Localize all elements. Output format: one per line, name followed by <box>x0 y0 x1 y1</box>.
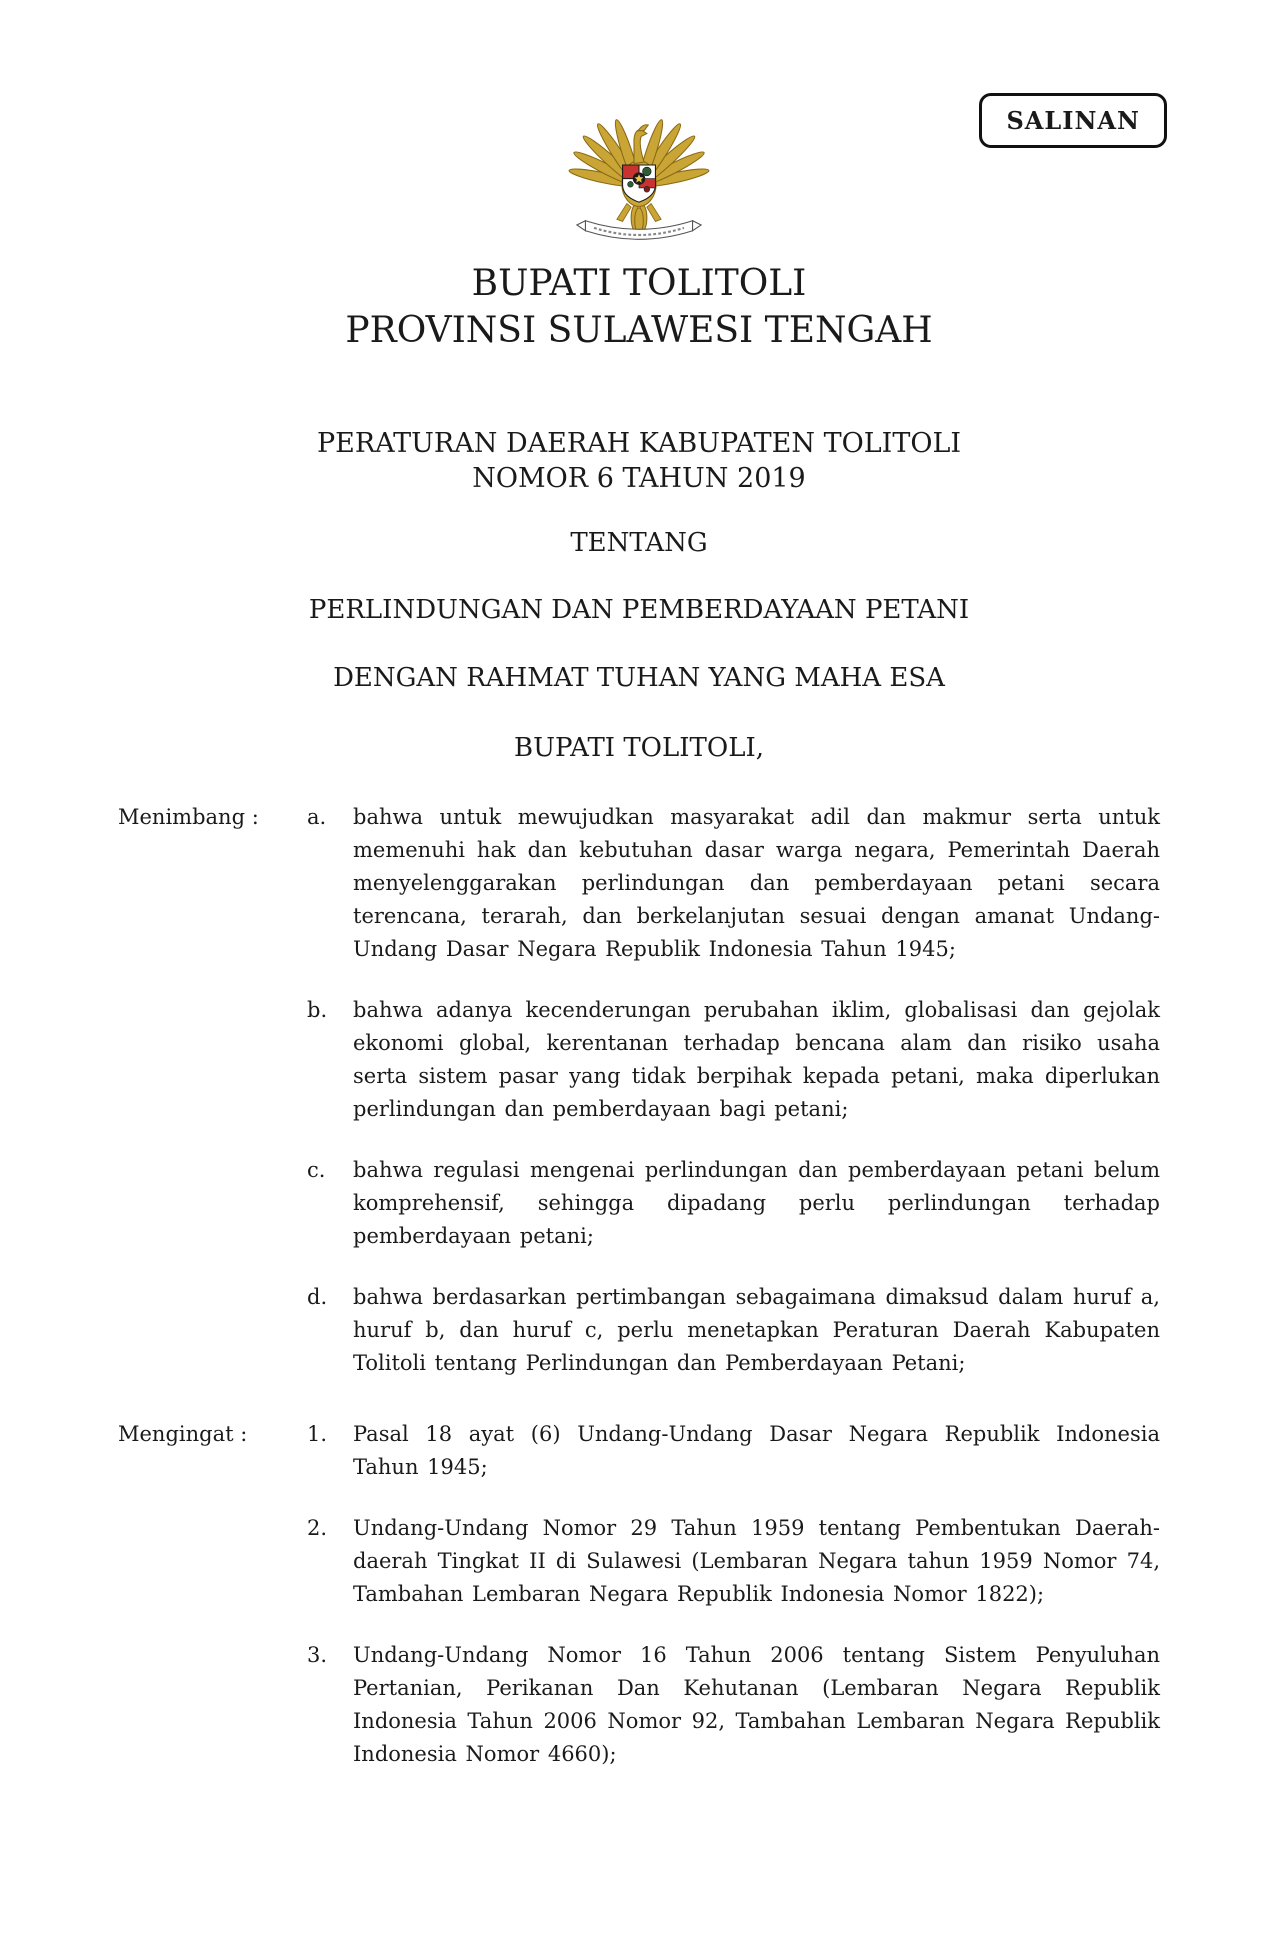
item-marker: 2. <box>307 1516 328 1540</box>
menimbang-item-c <box>307 1154 1160 1253</box>
item-marker: 3. <box>307 1643 328 1667</box>
heading-invocation: DENGAN RAHMAT TUHAN YANG MAHA ESA <box>333 663 945 693</box>
item-text: Undang-Undang Nomor 16 Tahun 2006 tentang Sistem Penyuluhan Pertanian, Perikanan Dan Kehutanan (Lembaran Negara Republik Indonesia Tahun 2006 Nomor 92, Tambahan Lembaran Negara Republik Indonesia Nomor 4660); <box>353 1643 1160 1766</box>
menimbang-item-a <box>307 801 1160 966</box>
item-marker: a. <box>307 805 327 829</box>
doc-number: NOMOR 6 TAHUN 2019 <box>472 463 806 494</box>
item-text: bahwa adanya kecenderungan perubahan iklim, globalisasi dan gejolak ekonomi global, kerentanan terhadap bencana alam dan risiko usaha serta sistem pasar yang tidak berpihak kepada petani, maka diperlukan perlindungan dan pemberdayaan bagi petani; <box>353 998 1160 1121</box>
heading-issuer: BUPATI TOLITOLI, <box>513 733 764 763</box>
section-mengingat <box>118 1418 1160 1771</box>
item-text: Undang-Undang Nomor 29 Tahun 1959 tentang Pembentukan Daerah-daerah Tingkat II di Sulawesi (Lembaran Negara tahun 1959 Nomor 74, Tambahan Lembaran Negara Republik Indonesia Nomor 1822); <box>353 1516 1160 1606</box>
heading-subject: PERLINDUNGAN DAN PEMBERDAYAAN PETANI <box>308 595 970 625</box>
letterhead-line2: PROVINSI SULAWESI TENGAH <box>345 310 933 351</box>
item-text: bahwa regulasi mengenai perlindungan dan pemberdayaan petani belum komprehensif, sehingga dipadang perlu perlindungan terhadap pemberdayaan petani; <box>353 1158 1160 1248</box>
letterhead-line1: BUPATI TOLITOLI <box>471 263 807 304</box>
item-marker: b. <box>307 998 328 1022</box>
menimbang-label: Menimbang : <box>118 805 259 829</box>
item-text: bahwa berdasarkan pertimbangan sebagaimana dimaksud dalam huruf a, huruf b, dan huruf c, perlu menetapkan Peraturan Daerah Kabupaten Tolitoli tentang Perlindungan dan Pemberdayaan Petani; <box>353 1285 1160 1375</box>
doc-title: PERATURAN DAERAH KABUPATEN TOLITOLI <box>316 428 962 459</box>
mengingat-item-2 <box>307 1512 1160 1611</box>
garuda-pancasila-icon <box>564 110 714 250</box>
mengingat-item-1 <box>307 1418 1160 1484</box>
item-marker: 1. <box>307 1422 328 1446</box>
mengingat-item-3 <box>307 1639 1160 1771</box>
mengingat-label: Mengingat : <box>118 1422 248 1446</box>
heading-tentang: TENTANG <box>570 528 708 558</box>
item-marker: d. <box>307 1285 328 1309</box>
item-text: Pasal 18 ayat (6) Undang-Undang Dasar Negara Republik Indonesia Tahun 1945; <box>353 1422 1160 1479</box>
item-marker: c. <box>307 1158 326 1182</box>
salinan-badge: SALINAN <box>979 93 1167 148</box>
menimbang-item-b <box>307 994 1160 1126</box>
menimbang-item-d <box>307 1281 1160 1380</box>
item-text: bahwa untuk mewujudkan masyarakat adil dan makmur serta untuk memenuhi hak dan kebutuhan dasar warga negara, Pemerintah Daerah menyelenggarakan perlindungan dan pemberdayaan petani secara terencana, terarah, dan berkelanjutan sesuai dengan amanat Undang-Undang Dasar Negara Republik Indonesia Tahun 1945; <box>353 805 1160 961</box>
section-menimbang <box>118 801 1160 1380</box>
